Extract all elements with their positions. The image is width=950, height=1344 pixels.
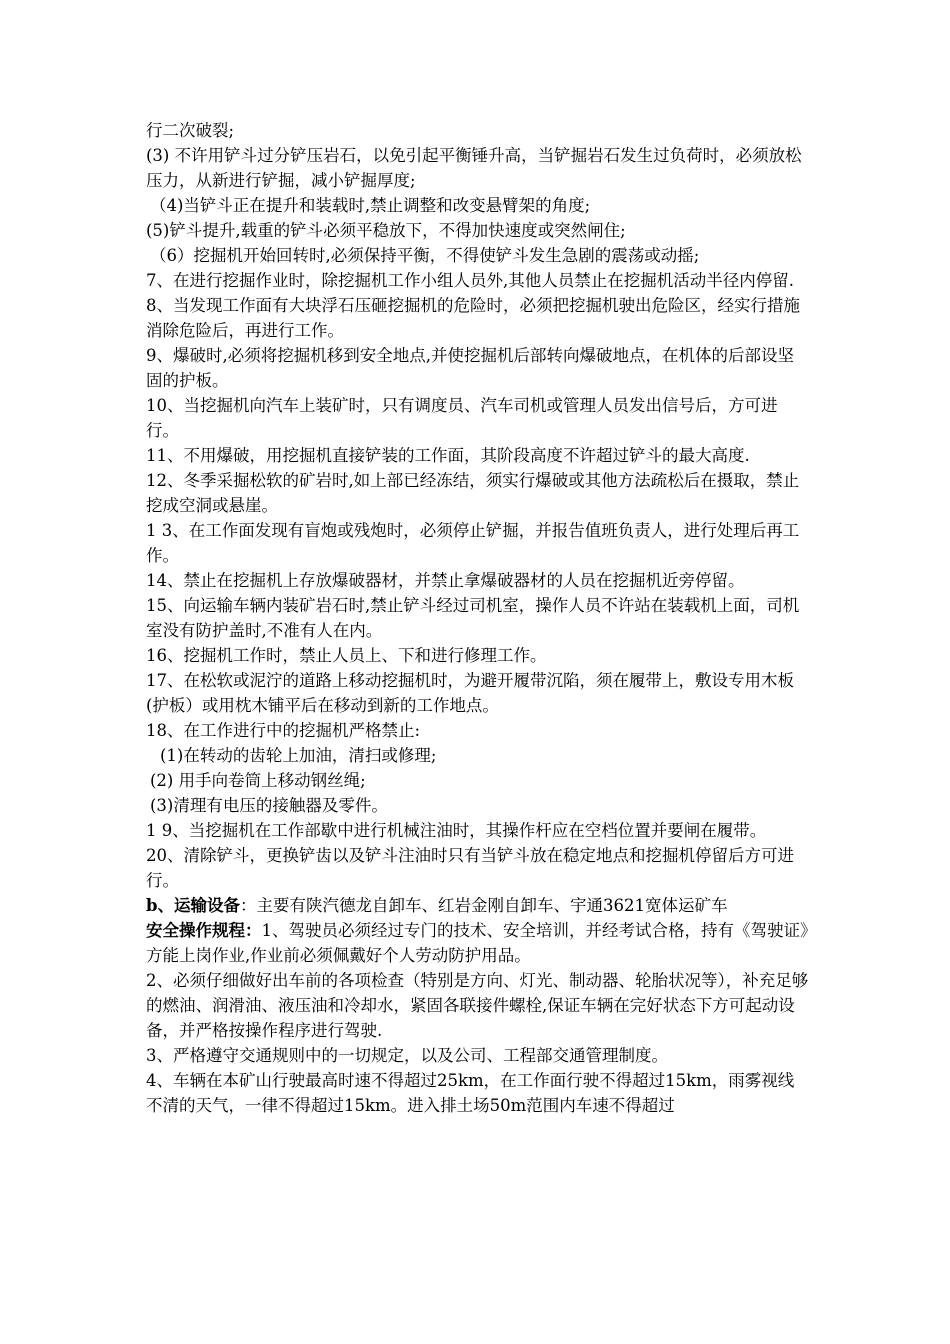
text-line: 18、在工作进行中的挖掘机严格禁止: [146, 721, 421, 740]
text-line: 8、当发现工作面有大块浮石压砸挖掘机的危险时，必须把挖掘机驶出危险区，经实行措施消除危险后，再进行工作。 [146, 296, 800, 340]
text-line: (2) 用手向卷筒上移动钢丝绳; [150, 771, 366, 790]
section-b-text: ：主要有陕汽德龙自卸车、红岩金刚自卸车、宇通3621宽体运矿车 [240, 896, 728, 915]
text-line: (5)铲斗提升,载重的铲斗必须平稳放下，不得加快速度或突然闸住; [146, 221, 626, 240]
text-line: (3) 不许用铲斗过分铲压岩石，以免引起平衡锤升高，当铲掘岩石发生过负荷时，必须放松压力，从新进行铲掘，减小铲掘厚度; [146, 146, 802, 190]
text-line: 10、当挖掘机向汽车上装矿时，只有调度员、汽车司机或管理人员发出信号后，方可进行。 [146, 396, 778, 440]
text-line: (1)在转动的齿轮上加油，清扫或修理; [160, 746, 437, 765]
text-line: 14、禁止在挖掘机上存放爆破器材，并禁止拿爆破器材的人员在挖掘机近旁停留。 [146, 571, 745, 590]
text-line: 12、冬季采掘松软的矿岩时,如上部已经冻结，须实行爆破或其他方法疏松后在摄取，禁止挖成空洞或悬崖。 [146, 471, 800, 515]
text-line: 9、爆破时,必须将挖掘机移到安全地点,并使挖掘机后部转向爆破地点，在机体的后部设坚固的护板。 [146, 346, 794, 390]
text-line: 1 3、在工作面发现有盲炮或残炮时，必须停止铲掘，并报告值班负责人，进行处理后再工作。 [146, 521, 800, 565]
section-b-line [146, 893, 810, 918]
text-line: 16、挖掘机工作时，禁止人员上、下和进行修理工作。 [146, 646, 547, 665]
text-line: 20、清除铲斗，更换铲齿以及铲斗注油时只有当铲斗放在稳定地点和挖掘机停留后方可进行。 [146, 846, 794, 890]
document-body [146, 118, 810, 1118]
safety-line [146, 918, 810, 968]
text-line: （6）挖掘机开始回转时,必须保持平衡，不得使铲斗发生急剧的震荡或动摇; [150, 246, 700, 265]
safety-text: 1、驾驶员必须经过专门的技术、安全培训，并经考试合格，持有《驾驶证》方能上岗作业,作业前必须佩戴好个人劳动防护用品。 [146, 921, 809, 965]
text-line: 4、车辆在本矿山行驶最高时速不得超过25km，在工作面行驶不得超过15km，雨雾视线不清的天气，一律不得超过15km。进入排土场50m范围内车速不得超过 [146, 1071, 795, 1115]
text-line: 15、向运输车辆内装矿岩石时,禁止铲斗经过司机室，操作人员不许站在装载机上面，司机室没有防护盖时,不准有人在内。 [146, 596, 800, 640]
text-line: 7、在进行挖掘作业时，除挖掘机工作小组人员外,其他人员禁止在挖掘机活动半径内停留. [146, 271, 794, 290]
text-line: （4)当铲斗正在提升和装载时,禁止调整和改变悬臂架的角度; [150, 196, 591, 215]
safety-heading: 安全操作规程： [146, 921, 262, 940]
text-line: 1 9、当挖掘机在工作部歇中进行机械注油时，其操作杆应在空档位置并要闸在履带。 [146, 821, 767, 840]
text-line: 11、不用爆破，用挖掘机直接铲装的工作面，其阶段高度不许超过铲斗的最大高度. [146, 446, 750, 465]
text-line: 17、在松软或泥泞的道路上移动挖掘机时，为避开履带沉陷，须在履带上，敷设专用木板(护板）或用枕木铺平后在移动到新的工作地点。 [146, 671, 794, 715]
text-line: (3)清理有电压的接触器及零件。 [150, 796, 388, 815]
text-line: 3、严格遵守交通规则中的一切规定，以及公司、工程部交通管理制度。 [146, 1046, 668, 1065]
section-b-heading: b、运输设备 [146, 896, 241, 915]
text-line: 2、必须仔细做好出车前的各项检查（特别是方向、灯光、制动器、轮胎状况等），补充足够的燃油、润滑油、液压油和冷却水，紧固各联接件螺栓,保证车辆在完好状态下方可起动设备，并严格按操作程序进行驾驶. [146, 971, 809, 1040]
text-line: 行二次破裂; [146, 121, 235, 140]
